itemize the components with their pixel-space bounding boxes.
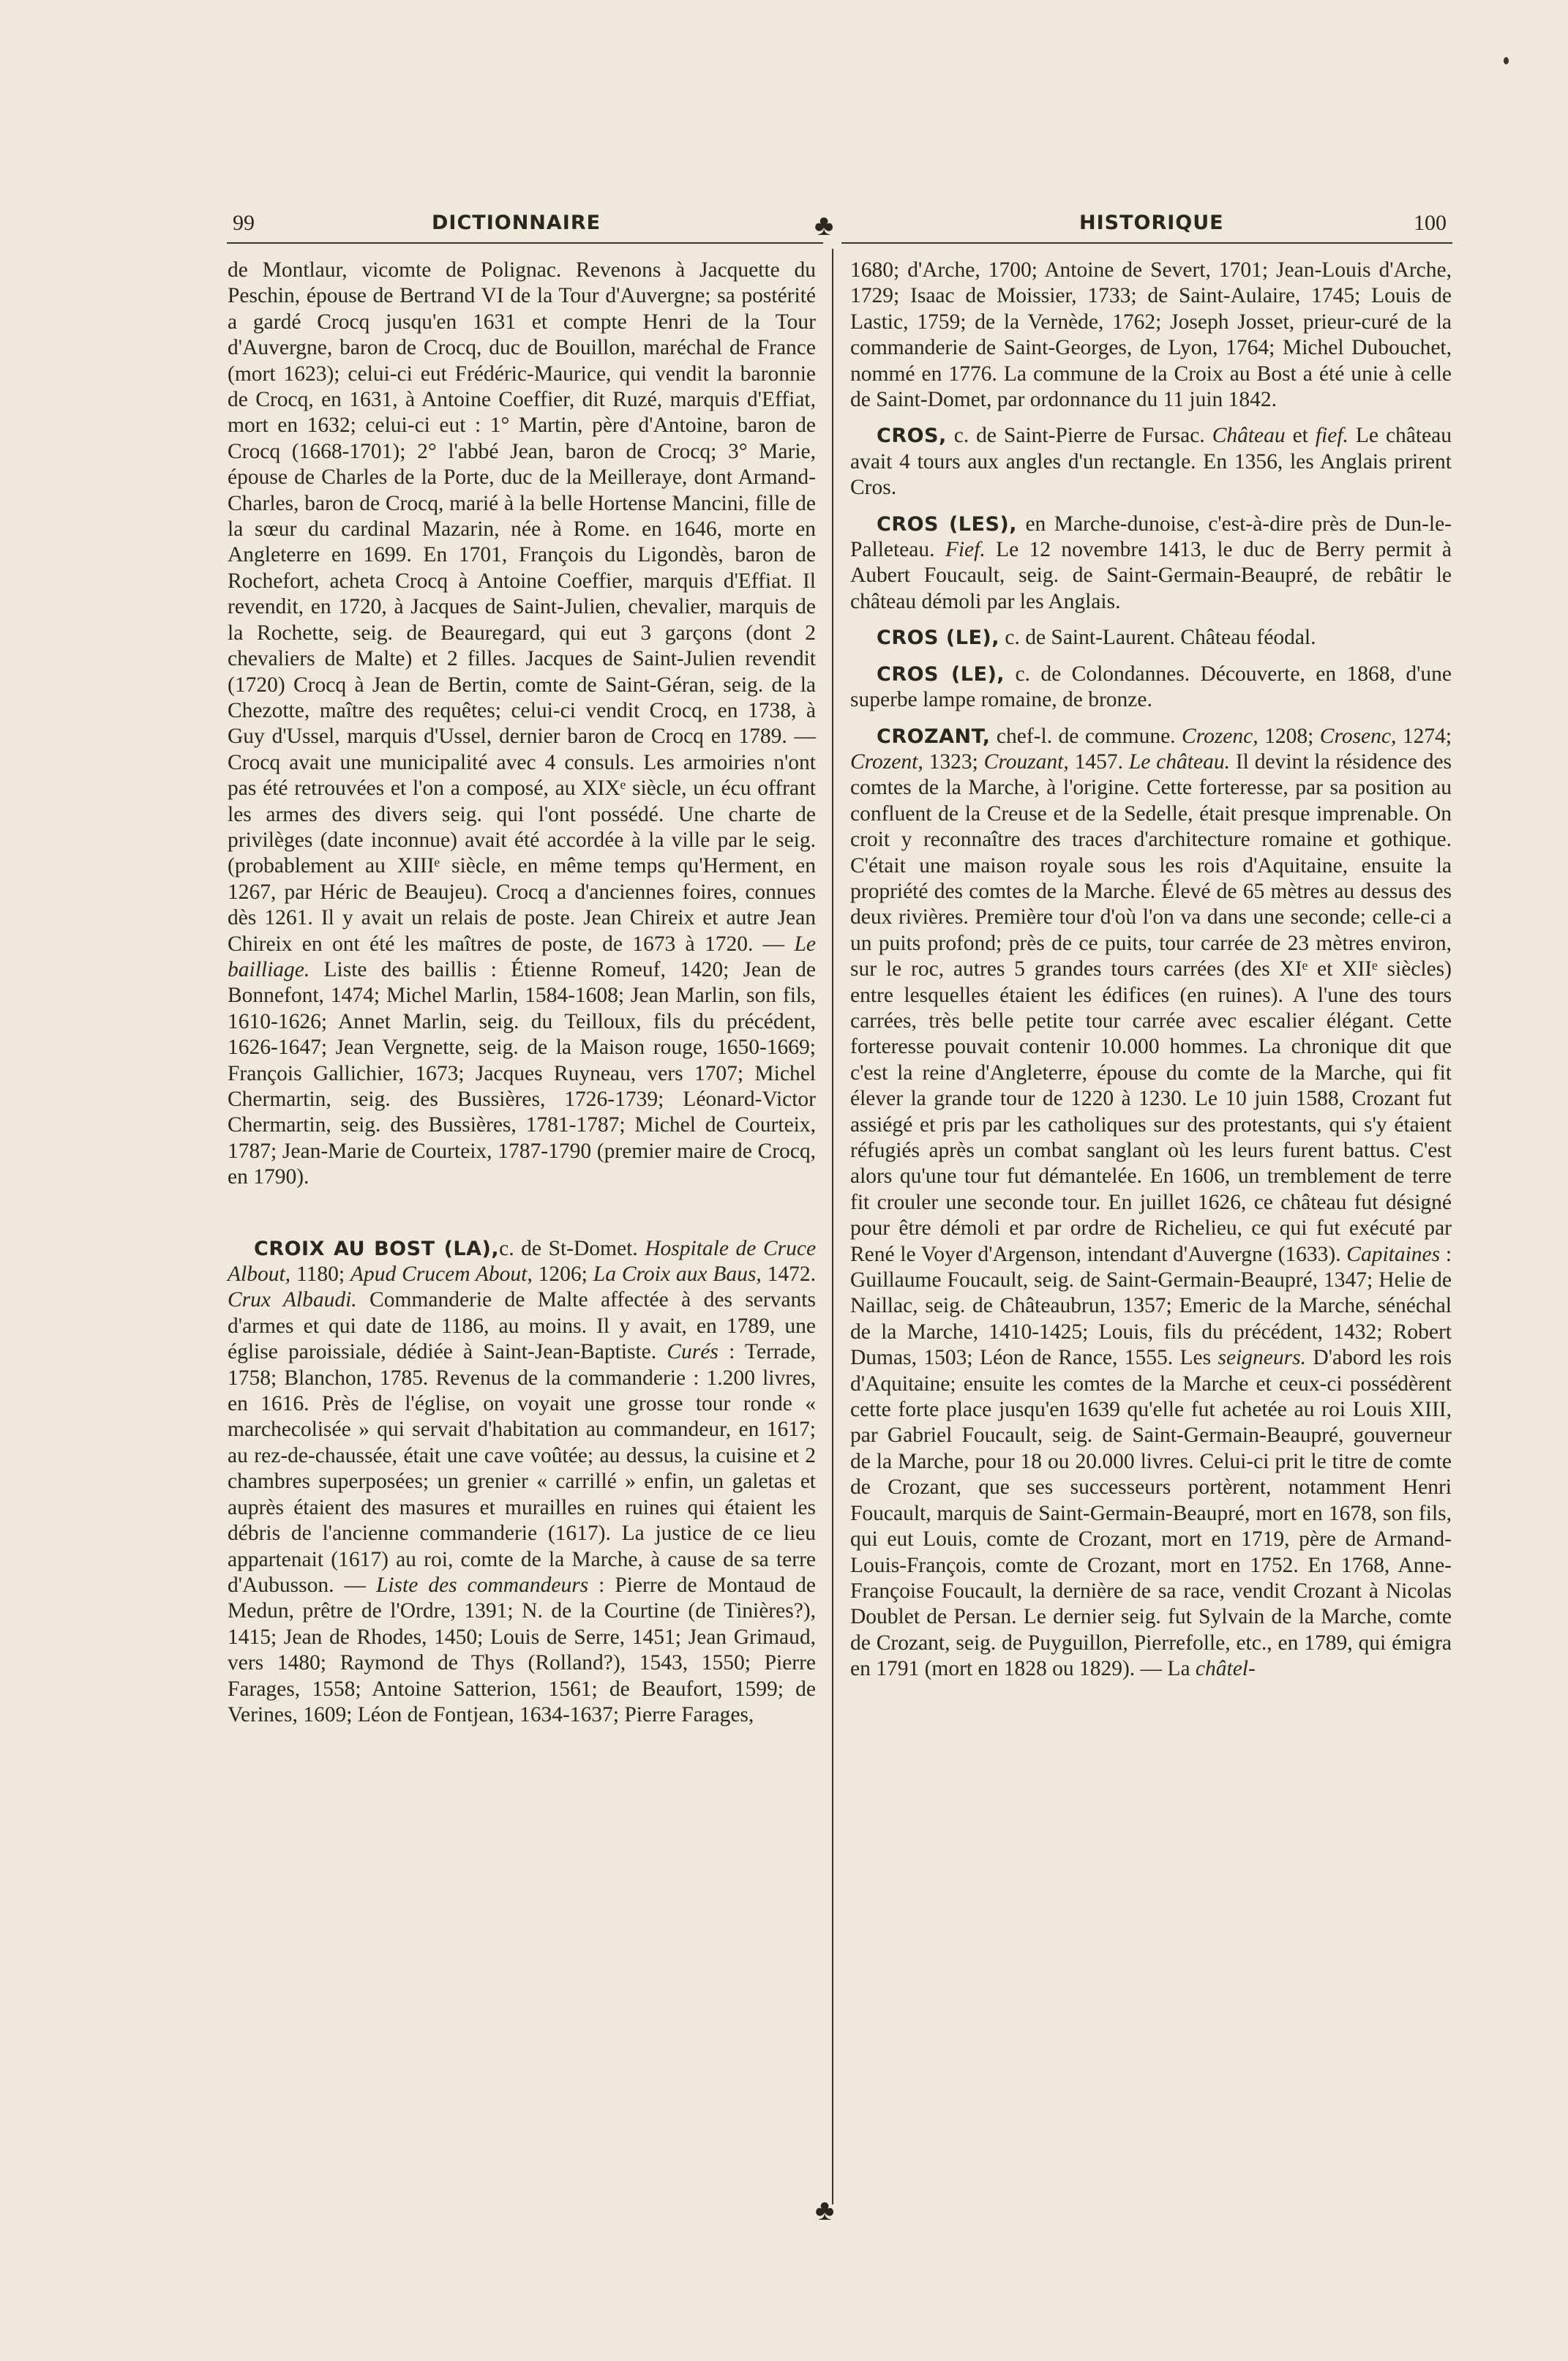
- entry-crozant: CROZANT, chef-l. de commune. Crozenc, 1208; Crosenc, 1274; Crozent, 1323; Crouzant, 1457. Le château. Il devint la résidence des comtes de la Marche, à l'origine. Cette forteresse, par sa position au confluent de la Creuse et de la Sedelle, était presque imprenable. On croit y reconnaître des traces d'architecture romaine et gothique. C'était une maison royale sous les rois d'Aquitaine, ensuite la propriété des comtes de la Marche. Élevé de 65 mètres au dessus des deux rivières. Première tour d'où l'on va dans une seconde; celle-ci a un puits profond; près de ce puits, tour carrée de 23 mètres environ, sur le roc, autres 5 grandes tours carrées (des XIᵉ et XIIᵉ siècles) entre lesquelles étaient les édifices (en ruines). A l'une des tours carrées, très belle petite tour carrée avec escalier élégant. Cette forteresse pouvait contenir 10.000 hommes. La chronique dit que c'est la reine d'Angleterre, épouse du comte de la Marche, qui fit élever la grande tour de 1220 à 1230. Le 10 juin 1588, Crozant fut assiégé et pris par les catholiques sur des protestants, qui s'y étaient réfugiés après un combat sanglant où les leurs furent battus. C'est alors qu'une tour fut démantelée. En 1606, un tremblement de terre fit crouler une seconde tour. En juillet 1626, ce château fut désigné pour être démoli et par ordre de Richelieu, ce qui fut exécuté par René le Voyer d'Argenson, intendant d'Auvergne (1633). Capitaines : Guillaume Foucault, seig. de Saint-Germain-Beaupré, 1347; Helie de Naillac, seig. de Châteaubrun, 1357; Emeric de la Marche, sénéchal de la Marche, 1410-1425; Louis, fils du précédent, 1432; Robert Dumas, 1503; Léon de Rance, 1555. Les seigneurs. D'abord les rois d'Aquitaine; ensuite les comtes de la Marche et ceux-ci possédèrent cette forte place jusqu'en 1639 qu'elle fut achetée au roi Louis XIII, par Gabriel Foucault, seig. de Saint-Germain-Beaupré, gouverneur de la Marche, pour 18 ou 20.000 livres. Celui-ci prit le titre de comte de Crozant, que ses successeurs portèrent, notamment Henri Foucault, marquis de Saint-Germain-Beaupré, mort en 1678, son fils, qui eut Louis, comte de Crozant, mort en 1719, père de Armand-Louis-François, comte de Crozant, mort en 1752. En 1768, Anne-Françoise Foucault, la dernière de sa race, vendit Crozant à Nicolas Doublet de Persan. Le dernier seig. fut Sylvain de la Marche, comte de Crozant, seig. de Puyguillon, Pierrefolle, etc., en 1789, qui émigra en 1791 (mort en 1828 ou 1829). — La châtel-: [850, 724, 1452, 1681]
- entry-headword: CROIX AU BOST (LA),: [254, 1237, 500, 1260]
- page-header: [227, 209, 1452, 242]
- entry-cros-les: CROS (LES), en Marche-dunoise, c'est-à-dire près de Dun-le-Palleteau. Fief. Le 12 novembre 1413, le duc de Berry permit à Aubert Foucault, seig. de Saint-Germain-Beaupré, de rebâtir le château démoli par les Anglais.: [850, 512, 1452, 613]
- entry-cros-saint-laurent: CROS (LE), c. de Saint-Laurent. Château féodal.: [877, 626, 1316, 650]
- page-number-right: 100: [1414, 211, 1447, 235]
- header-ornament-icon: ♣: [814, 209, 834, 242]
- ink-speck: [1504, 57, 1509, 64]
- column-right: [850, 258, 1452, 1683]
- entry-headword: CROZANT,: [877, 725, 991, 748]
- entry-crocq-continuation: de Montlaur, vicomte de Polignac. Revenons à Jacquette du Peschin, épouse de Bertrand VI de la Tour d'Auvergne; sa postérité a gardé Crocq jusqu'en 1631 et compte Henri de la Tour d'Auvergne, baron de Crocq, duc de Bouillon, maréchal de France (mort 1623); celui-ci eut Frédéric-Maurice, qui vendit la baronnie de Crocq, en 1631, à Antoine Coeffier, dit Ruzé, marquis d'Effiat, mort en 1632; celui-ci eut : 1° Martin, père d'Antoine, baron de Crocq (1668-1701); 2° l'abbé Jean, baron de Crocq; 3° Marie, épouse de Charles de la Porte, duc de la Meilleraye, dont Armand-Charles, baron de Crocq, marié à la belle Hortense Mancini, fille de la sœur du cardinal Mazarin, née à Rome. en 1646, morte en Angleterre en 1699. En 1701, François du Ligondès, baron de Rochefort, acheta Crocq à Antoine Coeffier, marquis d'Effiat. Il revendit, en 1720, à Jacques de Saint-Julien, chevalier, marquis de la Rochette, seig. de Beauregard, qui eut 3 garçons (dont 2 chevaliers de Malte) et 2 filles. Jacques de Saint-Julien revendit (1720) Crocq à Jean de Bertin, comte de Saint-Géran, seig. de la Chezotte, maître des requêtes; celui-ci vendit Crocq, en 1738, à Guy d'Ussel, marquis d'Ussel, dernier baron de Crocq en 1789. — Crocq avait une municipalité avec 4 consuls. Les armoiries n'ont pas été retrouvées et l'on a composé, au XIXᵉ siècle, un écu offrant les armes des divers seig. qui l'ont possédé. Une charte de privilèges (date inconnue) avait été accordée à la ville par le seig. (probablement au XIIIᵉ siècle, en même temps qu'Herment, en 1267, par Héric de Beaujeu). Crocq a d'anciennes foires, connues dès 1261. Il y avait un relais de poste. Jean Chireix et autre Jean Chireix en ont été les maîtres de poste, de 1673 à 1720. — Le bailliage. Liste des baillis : Étienne Romeuf, 1420; Jean de Bonnefont, 1474; Michel Marlin, 1584-1608; Jean Marlin, son fils, 1610-1626; Annet Marlin, seig. du Teilloux, fils du précédent, 1626-1647; Jean Vergnette, seig. de la Maison rouge, 1650-1669; François Gallichier, 1673; Jacques Ruyneau, vers 1707; Michel Chermartin, seig. des Bussières, 1726-1739; Léonard-Victor Chermartin, seig. des Bussières, 1781-1787; Michel de Courteix, 1787; Jean-Marie de Courteix, 1787-1790 (premier maire de Crocq, en 1790).: [228, 258, 817, 1189]
- entry-croix-au-bost-continuation: 1680; d'Arche, 1700; Antoine de Severt, 1701; Jean-Louis d'Arche, 1729; Isaac de Moissier, 1733; de Saint-Aulaire, 1745; Louis de Lastic, 1759; de la Vernède, 1762; Joseph Josset, prieur-curé de la commanderie de Saint-Georges, de Lyon, 1764; Michel Dubouchet, nommé en 1776. La commune de la Croix au Bost a été unie à celle de Saint-Domet, par ordonnance du 11 juin 1842.: [850, 258, 1452, 412]
- entry-headword: CROS (LE),: [877, 662, 1005, 686]
- header-rule-right: [841, 242, 1452, 244]
- entry-croix-au-bost: CROIX AU BOST (LA),c. de St-Domet. Hospitale de Cruce Albout, 1180; Apud Crucem About, 1206; La Croix aux Baus, 1472. Crux Albaudi. Commanderie de Malte affectée à des servants d'armes et qui date de 1186, au moins. Il y avait, en 1789, une église paroissiale, dédiée à Saint-Jean-Baptiste. Curés : Terrade, 1758; Blanchon, 1785. Revenus de la commanderie : 1.200 livres, en 1616. Près de l'église, on voyait une grosse tour ronde « marchecolisée » qui servait d'habitation au commandeur, en 1617; au rez-de-chaussée, était une cave voûtée; au dessus, la cuisine et 2 chambres superposées; un grenier « carrillé » enfin, un galetas et auprès étaient des masures et murailles en ruines qui étaient les débris de l'ancienne commanderie (1617). La justice de ce lieu appartenait (1617) au roi, comte de la Marche, à cause de sa terre d'Aubusson. — Liste des commandeurs : Pierre de Montaud de Medun, prêtre de l'Ordre, 1391; N. de la Courtine (de Tinières?), 1415; Jean de Rhodes, 1450; Louis de Serre, 1451; Jean Grimaud, vers 1480; Raymond de Thys (Rolland?), 1543, 1550; Pierre Farages, 1558; Antoine Satterion, 1561; de Beaufort, 1599; de Verines, 1609; Léon de Fontjean, 1634-1637; Pierre Farages,: [228, 1236, 817, 1726]
- running-title-right: HISTORIQUE: [1079, 212, 1224, 234]
- entry-cros-colondannes: CROS (LE), c. de Colondannes. Découverte, en 1868, d'une superbe lampe romaine, de bronze.: [850, 662, 1452, 712]
- entry-headword: CROS,: [877, 424, 947, 448]
- entry-cros-fursac: CROS, c. de Saint-Pierre de Fursac. Château et fief. Le château avait 4 tours aux angles d'un rectangle. En 1356, les Anglais prirent Cros.: [850, 424, 1452, 500]
- running-title-left: DICTIONNAIRE: [432, 212, 601, 234]
- footer-ornament-icon: ♣: [815, 2193, 835, 2226]
- entry-headword: CROS (LE),: [877, 626, 999, 650]
- column-divider: [832, 249, 833, 2204]
- page-number-left: 99: [233, 211, 255, 235]
- entry-headword: CROS (LES),: [877, 512, 1017, 536]
- header-rule-left: [227, 242, 823, 244]
- column-left: [228, 258, 816, 1728]
